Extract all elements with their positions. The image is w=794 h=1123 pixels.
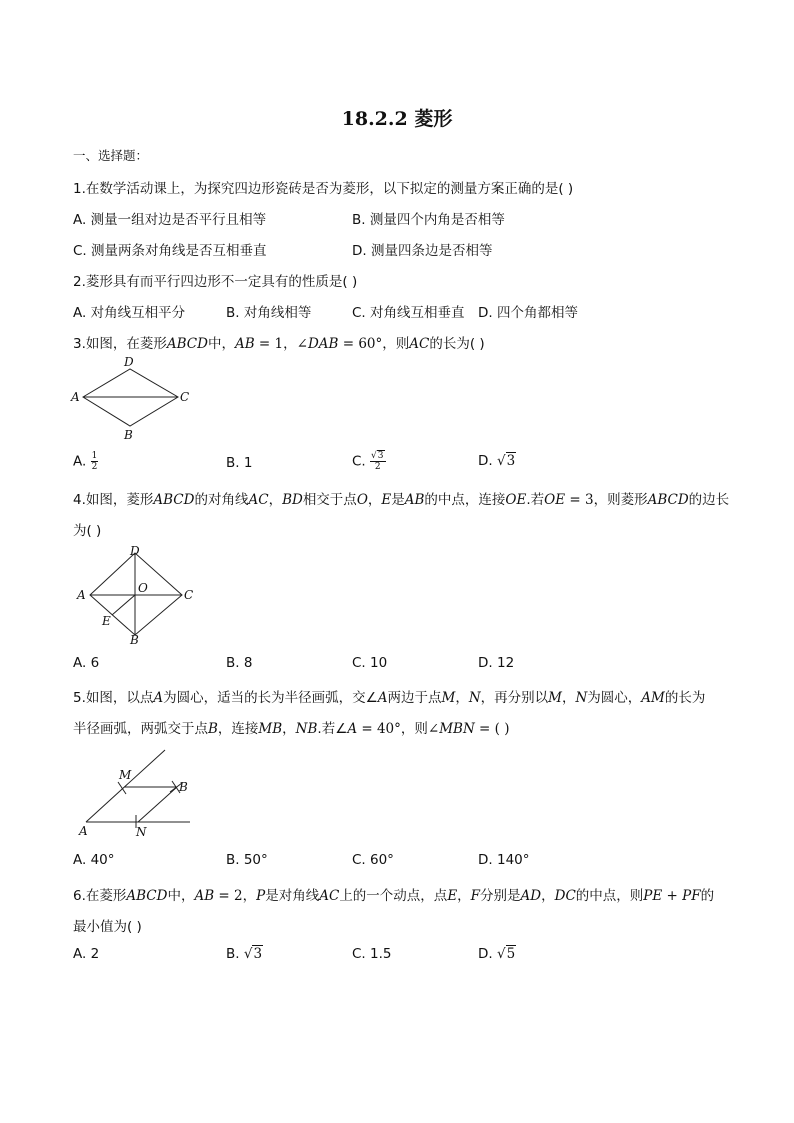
question-4-stem-line2: 为( ) — [73, 523, 102, 539]
q6-stem-math: AC — [319, 888, 340, 904]
radicand: 3 — [377, 451, 384, 461]
q3-stem-math: AC — [409, 336, 430, 352]
sqrt-icon: √3 — [243, 946, 263, 962]
question-3-stem — [73, 332, 485, 352]
q5-stem-part: = ( ) — [474, 721, 510, 737]
q4-stem-part: ， — [367, 492, 382, 508]
fraction-denominator: 2 — [91, 462, 98, 472]
q2-option-d: D. 四个角都相等 — [478, 305, 578, 321]
q2-option-a: A. 对角线互相平分 — [73, 305, 186, 321]
question-4-stem-line1 — [73, 488, 729, 508]
q5-option-a: A. 40° — [73, 852, 115, 868]
q5-stem-part: 5.如图，以点 — [73, 690, 154, 706]
question-6-stem-line2: 最小值为( ) — [73, 919, 142, 935]
q6-option-d-letter: D. — [478, 946, 493, 962]
q3-option-a-fraction — [91, 451, 99, 472]
q3-option-c — [352, 451, 386, 472]
q6-stem-part: ， — [457, 888, 471, 904]
q1-option-a: A. 测量一组对边是否平行且相等 — [73, 212, 267, 228]
q6-stem-part: 的 — [700, 888, 715, 904]
question-2-stem: 2.菱形具有而平行四边形不一定具有的性质是( ) — [73, 274, 358, 290]
q6-stem-part: + — [662, 888, 683, 904]
q4-stem-math: ABCD — [647, 492, 689, 508]
q3-rhombus-figure — [68, 354, 198, 444]
q3-option-c-letter: C. — [352, 453, 366, 470]
q4-stem-part: 4.如图，菱形 — [73, 492, 154, 508]
question-6-stem-line1 — [73, 884, 714, 904]
q3-stem-math: AB — [234, 336, 255, 352]
q4-label-e: E — [102, 614, 111, 628]
q6-stem-math: PF — [682, 888, 701, 904]
q4-stem-part: .若 — [526, 492, 545, 508]
q5-option-d: D. 140° — [478, 852, 530, 868]
q5-stem-part: 为圆心， — [587, 690, 642, 706]
q6-option-b — [226, 946, 263, 962]
q6-stem-part: 6.在菱形 — [73, 888, 127, 904]
q6-stem-math: PE — [643, 888, 663, 904]
q3-stem-part: = 1，∠ — [254, 336, 308, 352]
q4-stem-part: 是 — [391, 492, 405, 508]
q3-option-d — [478, 453, 516, 469]
q6-stem-part: ， — [541, 888, 555, 904]
q5-stem-part: ，再分别以 — [480, 690, 549, 706]
q5-stem-part: 半径画弧，两弧交于点 — [73, 721, 208, 737]
q4-stem-part: 的对角线 — [194, 492, 249, 508]
q3-stem-math: ABCD — [166, 336, 208, 352]
q3-stem-part: 3.如图，在菱形 — [73, 336, 167, 352]
q3-option-b: B. 1 — [226, 455, 253, 471]
q5-arc-figure — [72, 748, 202, 840]
q3-option-d-letter: D. — [478, 453, 493, 469]
q6-stem-math: DC — [554, 888, 576, 904]
q6-stem-part: = 2， — [214, 888, 257, 904]
q3-option-c-fraction — [370, 451, 385, 472]
q5-option-b: B. 50° — [226, 852, 268, 868]
q4-stem-part: 相交于点 — [302, 492, 357, 508]
radicand: 5 — [506, 946, 516, 962]
q5-stem-math: MB — [258, 721, 283, 737]
q3-stem-part: 中， — [207, 336, 235, 352]
q5-stem-part: = 40°，则∠ — [357, 721, 440, 737]
q4-label-b: B — [130, 633, 139, 647]
q1-option-c: C. 测量两条对角线是否互相垂直 — [73, 243, 267, 259]
q5-label-b: B — [179, 780, 188, 794]
q4-stem-math: AB — [404, 492, 425, 508]
q5-option-c: C. 60° — [352, 852, 394, 868]
q4-stem-part: ， — [268, 492, 283, 508]
q4-option-c: C. 10 — [352, 655, 388, 671]
q5-stem-math: M — [441, 690, 456, 706]
q6-stem-math: F — [470, 888, 481, 904]
q6-stem-part: 中， — [167, 888, 195, 904]
q3-label-d: D — [124, 355, 134, 369]
q3-option-a-letter: A. — [73, 453, 87, 470]
q4-option-a: A. 6 — [73, 655, 100, 671]
q6-option-d — [478, 946, 516, 962]
q3-stem-math: DAB — [307, 336, 339, 352]
q5-label-a: A — [79, 824, 88, 838]
sqrt-icon: √3 — [496, 453, 516, 469]
q4-label-o: O — [138, 581, 148, 595]
q5-stem-part: ， — [282, 721, 296, 737]
q6-option-a: A. 2 — [73, 946, 100, 962]
q2-option-c: C. 对角线互相垂直 — [352, 305, 465, 321]
q4-stem-part: = 3，则菱形 — [565, 492, 648, 508]
q4-label-c: C — [184, 588, 194, 602]
q5-label-n: N — [136, 825, 147, 839]
question-5-stem-line1 — [73, 686, 705, 706]
q2-option-b: B. 对角线相等 — [226, 305, 312, 321]
q3-label-a: A — [71, 390, 80, 404]
section-heading: 一、选择题： — [73, 148, 149, 163]
sqrt-icon: √3 — [371, 451, 384, 461]
q5-stem-part: ， — [561, 690, 576, 706]
q5-stem-math: A — [153, 690, 164, 706]
q3-option-a — [73, 451, 98, 472]
q6-stem-math: ABCD — [126, 888, 168, 904]
radicand: 3 — [506, 453, 516, 469]
q4-stem-math: BD — [282, 492, 303, 508]
q4-stem-math: OE — [544, 492, 566, 508]
q4-option-b: B. 8 — [226, 655, 253, 671]
question-1-stem: 1.在数学活动课上，为探究四边形瓷砖是否为菱形，以下拟定的测量方案正确的是( ) — [73, 181, 574, 197]
q6-stem-math: AD — [520, 888, 542, 904]
q4-stem-math: OE — [505, 492, 527, 508]
q6-stem-part: 的中点，则 — [575, 888, 644, 904]
q4-stem-math: O — [356, 492, 368, 508]
q4-stem-math: E — [381, 492, 392, 508]
q5-stem-part: 为圆心，适当的长为半径画弧，交∠ — [163, 690, 378, 706]
q6-option-b-letter: B. — [226, 946, 240, 962]
q4-label-a: A — [77, 588, 86, 602]
q4-stem-math: AC — [248, 492, 269, 508]
q5-stem-math: MBN — [439, 721, 475, 737]
q6-stem-math: P — [256, 888, 266, 904]
q5-stem-part: ，连接 — [217, 721, 259, 737]
q3-stem-part: 的长为( ) — [429, 336, 485, 352]
q5-stem-math: A — [377, 690, 388, 706]
q4-rhombus-figure — [72, 543, 202, 648]
q5-stem-math: B — [208, 721, 218, 737]
q5-stem-math: A — [347, 721, 358, 737]
q6-stem-math: E — [447, 888, 458, 904]
fraction-numerator — [370, 451, 385, 462]
q5-stem-math: N — [468, 690, 481, 706]
q3-stem-part: = 60°，则 — [338, 336, 410, 352]
page-title: 18.2.2 菱形 — [341, 108, 453, 130]
q6-stem-math: AB — [194, 888, 215, 904]
q5-stem-part: ， — [455, 690, 469, 706]
q5-label-m: M — [119, 768, 132, 782]
q6-stem-part: 上的一个动点，点 — [339, 888, 448, 904]
q6-stem-part: 分别是 — [480, 888, 521, 904]
fraction-denominator: 2 — [374, 462, 381, 472]
q5-stem-part: 两边于点 — [387, 690, 442, 706]
q3-label-c: C — [180, 390, 190, 404]
radicand: 3 — [253, 946, 263, 962]
q5-stem-part: 的长为 — [664, 690, 706, 706]
q5-stem-math: M — [548, 690, 562, 706]
q4-stem-math: ABCD — [153, 492, 195, 508]
q4-stem-part: 的边长 — [688, 492, 730, 508]
q5-stem-math: NB — [295, 721, 318, 737]
q4-option-d: D. 12 — [478, 655, 515, 671]
fraction-numerator: 1 — [91, 451, 98, 461]
q4-stem-part: 的中点，连接 — [424, 492, 506, 508]
sqrt-icon: √5 — [496, 946, 516, 962]
q4-label-d: D — [130, 544, 140, 558]
q3-label-b: B — [124, 428, 133, 442]
question-5-stem-line2 — [73, 717, 510, 737]
q5-stem-math: N — [575, 690, 588, 706]
q1-option-b: B. 测量四个内角是否相等 — [352, 212, 505, 228]
q6-stem-part: 是对角线 — [265, 888, 320, 904]
q5-stem-math: AM — [641, 690, 665, 706]
q1-option-d: D. 测量四条边是否相等 — [352, 243, 493, 259]
q6-option-c: C. 1.5 — [352, 946, 392, 962]
q5-stem-part: .若∠ — [317, 721, 348, 737]
